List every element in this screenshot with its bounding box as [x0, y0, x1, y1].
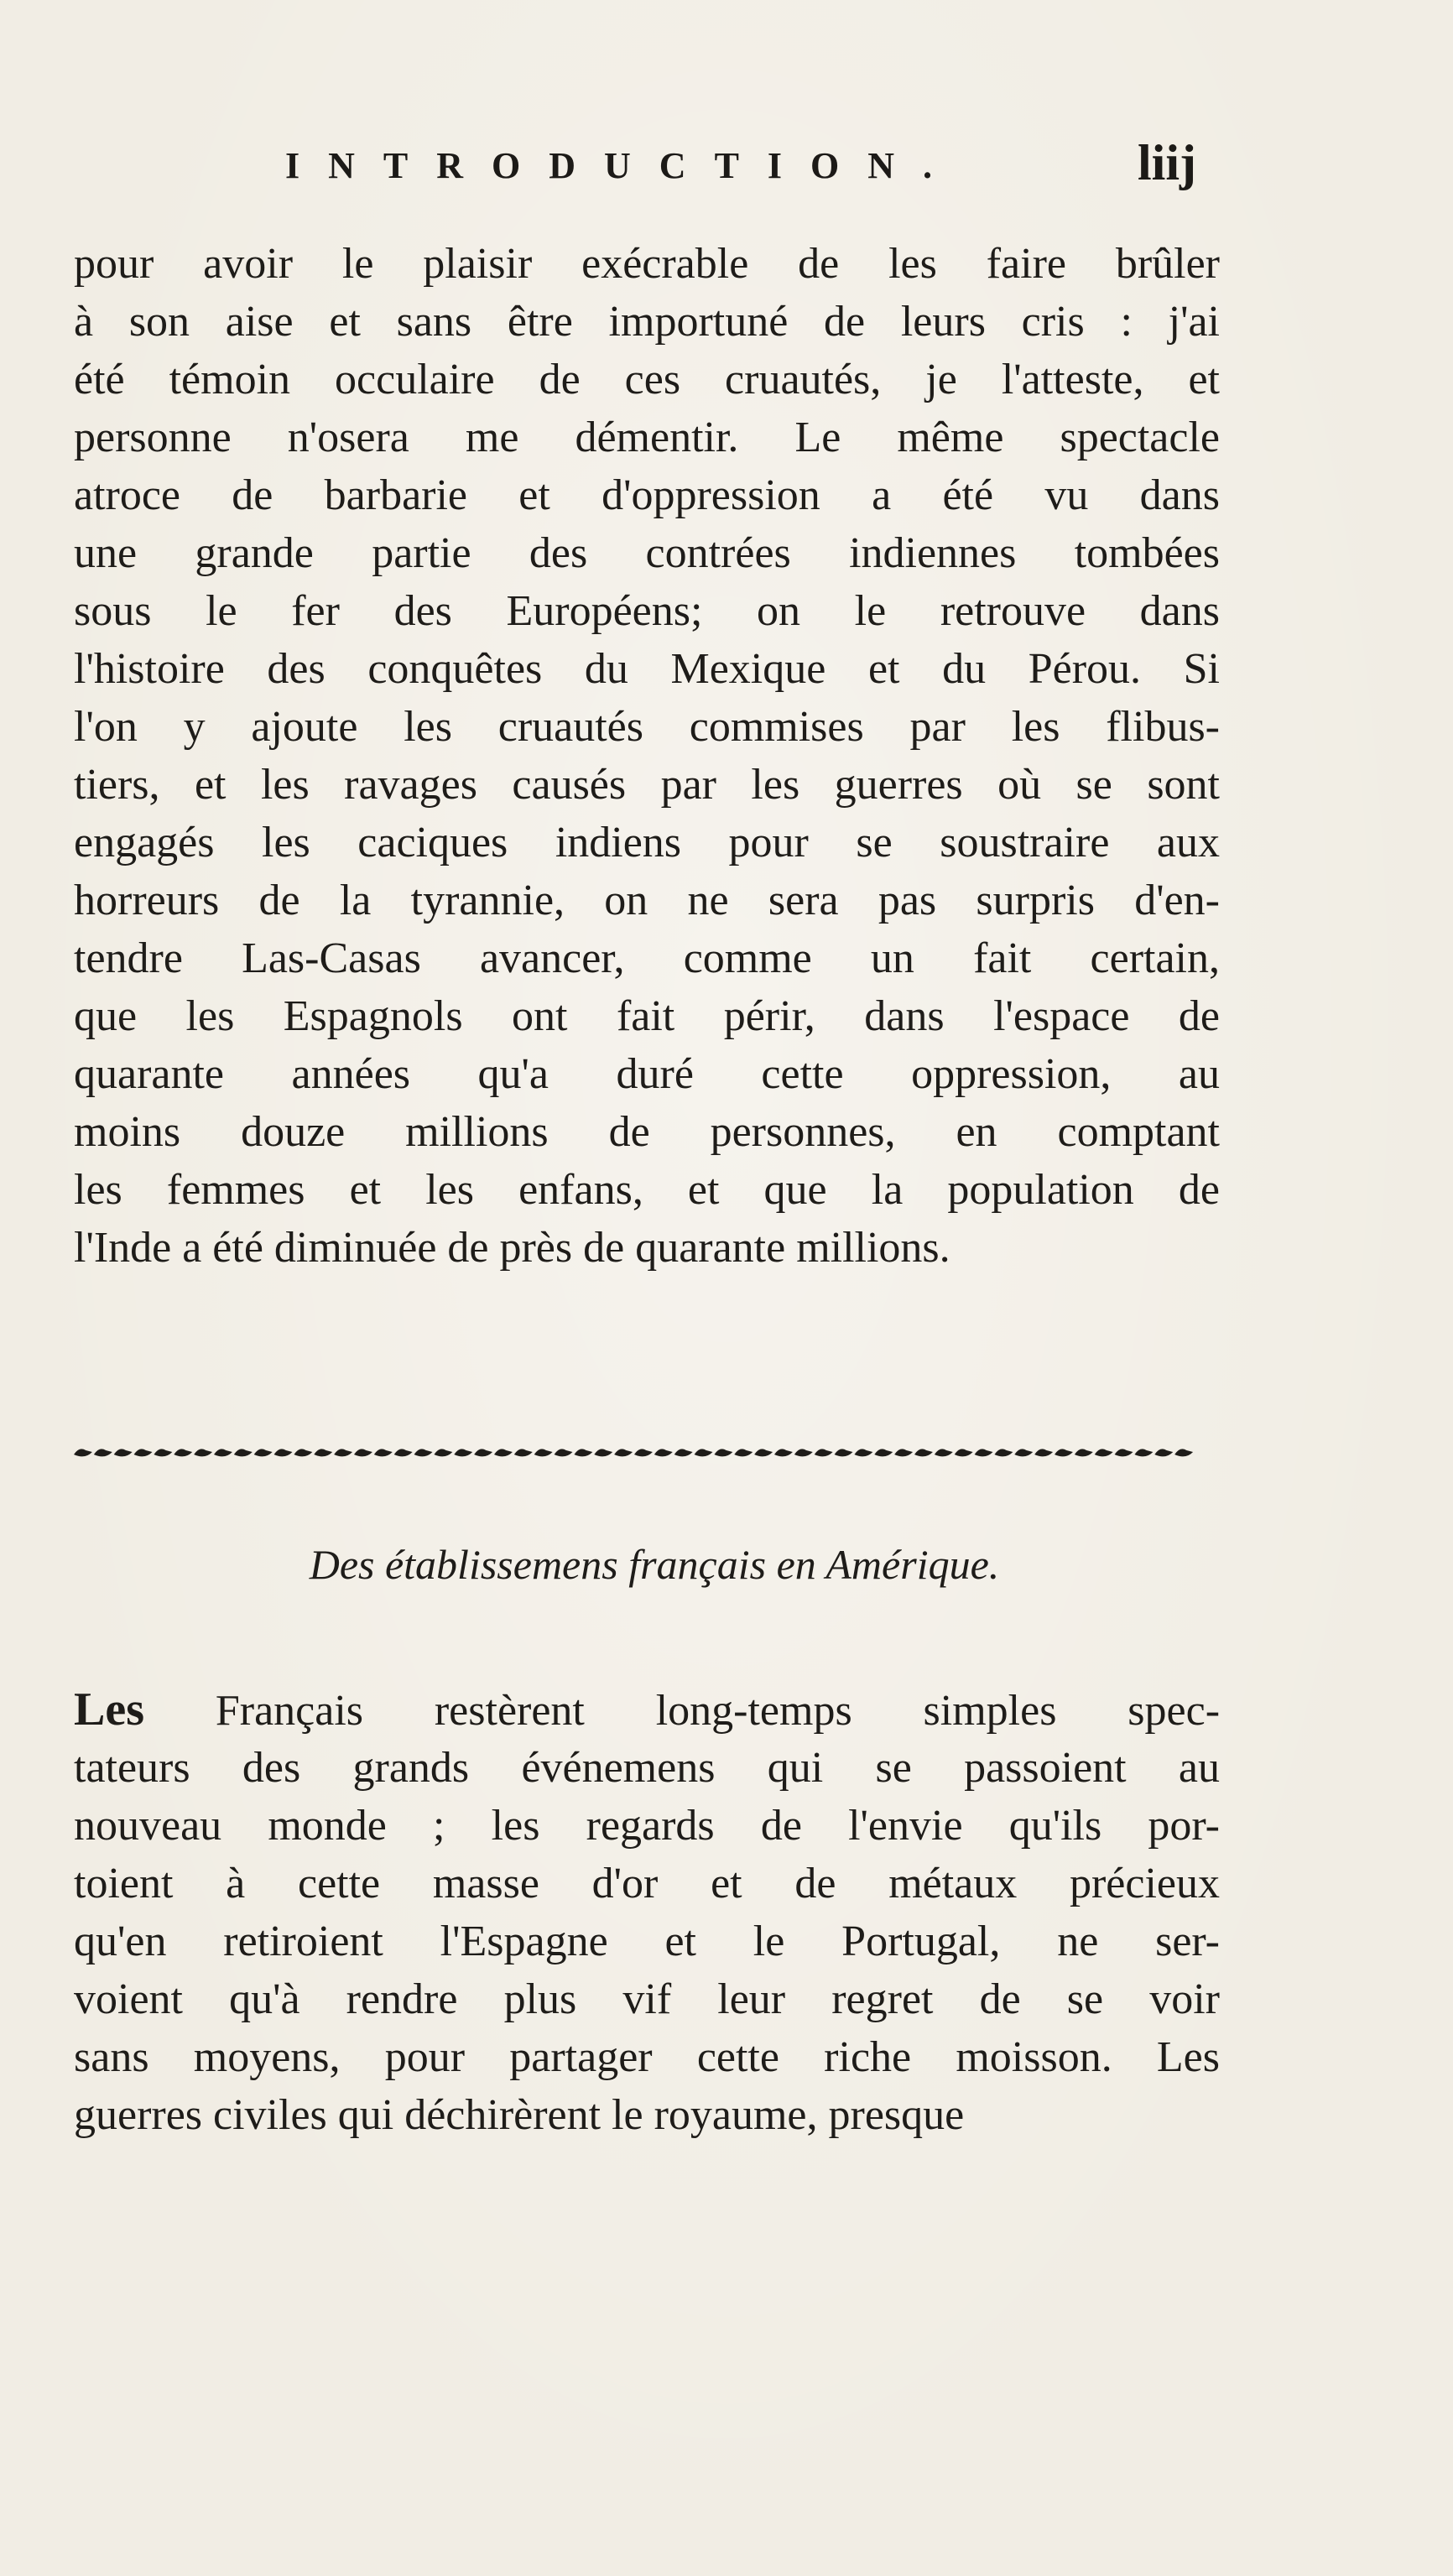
ornament-leaf	[114, 1449, 133, 1456]
ornament-leaf	[1154, 1449, 1173, 1456]
text-line: guerres civiles qui déchirèrent le royaume, presque	[74, 2091, 965, 2139]
lead-word: Les	[74, 1684, 144, 1736]
ornament-leaf	[1095, 1449, 1113, 1456]
running-head: INTRODUCTION.	[285, 145, 961, 186]
text-line: voient qu'à rendre plus vif leur regret de se voir	[74, 1975, 1220, 2023]
ornament-leaf	[654, 1449, 673, 1456]
ornament-leaf	[334, 1449, 352, 1456]
text-line: été témoin occulaire de ces cruautés, je l'atteste, et	[74, 356, 1220, 403]
text-line: quarante années qu'a duré cette oppression, au	[74, 1050, 1220, 1098]
ornament-leaf	[514, 1449, 533, 1456]
ornament-leaf	[854, 1449, 872, 1456]
text-line: pour avoir le plaisir exécrable de les faire brûler	[74, 240, 1220, 288]
ornament-leaf	[1055, 1449, 1073, 1456]
ornament-leaf	[734, 1449, 753, 1456]
text-line: l'on y ajoute les cruautés commises par les flibus-	[74, 703, 1220, 751]
ornament-leaf	[274, 1449, 293, 1456]
paragraph-two	[74, 1681, 1220, 2144]
ornament-leaf	[214, 1449, 232, 1456]
text-line: l'Inde a été diminuée de près de quarante millions.	[74, 1224, 950, 1272]
ornament-leaf	[234, 1449, 253, 1456]
section-title: Des établissemens français en Amérique.	[309, 1541, 1000, 1588]
ornament-leaf	[134, 1449, 153, 1456]
ornament-leaf	[555, 1449, 573, 1456]
ornament-leaf	[714, 1449, 732, 1456]
ornament-leaf	[674, 1449, 693, 1456]
text-line: horreurs de la tyrannie, on ne sera pas surpris d'en-	[74, 877, 1220, 924]
ornament-leaf	[935, 1449, 953, 1456]
text-line: sous le fer des Européens; on le retrouve dans	[74, 587, 1220, 635]
ornament-leaf	[474, 1449, 492, 1456]
ornament-leaf	[695, 1449, 713, 1456]
ornament-leaf	[414, 1449, 433, 1456]
text-line-first	[74, 1681, 1220, 1739]
text-line: qu'en retiroient l'Espagne et le Portugal, ne ser-	[74, 1918, 1220, 1965]
text-line: sans moyens, pour partager cette riche moisson. Les	[74, 2033, 1220, 2081]
ornament-leaf	[154, 1449, 172, 1456]
text-line: tateurs des grands événemens qui se passoient au	[74, 1744, 1220, 1792]
ornament-leaf	[254, 1449, 273, 1456]
text-line: personne n'osera me démentir. Le même spectacle	[74, 414, 1220, 461]
ornament-leaf	[454, 1449, 472, 1456]
text-line: toient à cette masse d'or et de métaux précieux	[74, 1860, 1220, 1907]
ornament-leaf	[994, 1449, 1013, 1456]
ornament-leaf	[174, 1449, 192, 1456]
ornament-leaf	[774, 1449, 793, 1456]
text-line: atroce de barbarie et d'oppression a été vu dans	[74, 471, 1220, 519]
ornamental-rule	[74, 1441, 1195, 1466]
ornament-leaf	[1174, 1449, 1193, 1456]
ornament-leaf	[1034, 1449, 1053, 1456]
ornament-leaf	[835, 1449, 853, 1456]
text-line: l'histoire des conquêtes du Mexique et du Pérou. Si	[74, 645, 1220, 693]
ornament-leaf	[914, 1449, 933, 1456]
ornament-leaf	[975, 1449, 993, 1456]
ornament-leaf	[874, 1449, 893, 1456]
text-line: engagés les caciques indiens pour se soustraire aux	[74, 819, 1220, 866]
ornament-leaf	[194, 1449, 212, 1456]
ornament-leaf	[894, 1449, 913, 1456]
ornament-leaf	[1134, 1449, 1153, 1456]
ornament-leaf	[794, 1449, 813, 1456]
ornament-leaf	[815, 1449, 833, 1456]
page-number: liij	[1138, 135, 1196, 190]
ornament-leaf	[74, 1449, 92, 1456]
ornament-leaf	[494, 1449, 513, 1456]
ornament-leaf	[1075, 1449, 1093, 1456]
paragraph-one	[74, 235, 1220, 1277]
text-line: les femmes et les enfans, et que la population de	[74, 1166, 1220, 1214]
ornament-leaf	[594, 1449, 612, 1456]
ornament-leaf	[614, 1449, 633, 1456]
text-line: nouveau monde ; les regards de l'envie qu'ils por-	[74, 1802, 1220, 1850]
ornament-leaf	[754, 1449, 773, 1456]
text-line: que les Espagnols ont fait périr, dans l'espace de	[74, 992, 1220, 1040]
ornament-leaf	[314, 1449, 332, 1456]
text-line: moins douze millions de personnes, en comptant	[74, 1108, 1220, 1156]
ornament-leaf	[574, 1449, 592, 1456]
ornament-leaf	[955, 1449, 973, 1456]
text-line: une grande partie des contrées indiennes tombées	[74, 529, 1220, 577]
ornament-leaf	[1014, 1449, 1033, 1456]
ornament-leaf	[534, 1449, 553, 1456]
ornament-leaf	[434, 1449, 452, 1456]
ornament-leaf	[374, 1449, 393, 1456]
text-line: tiers, et les ravages causés par les guerres où se sont	[74, 761, 1220, 809]
first-line-rest: Français restèrent long-temps simples spec-	[215, 1687, 1221, 1735]
text-line: tendre Las-Casas avancer, comme un fait certain,	[74, 934, 1220, 982]
ornament-leaf	[394, 1449, 413, 1456]
ornament-leaf	[1115, 1449, 1133, 1456]
ornament-leaf	[634, 1449, 653, 1456]
ornament-leaf	[354, 1449, 372, 1456]
text-line: à son aise et sans être importuné de leurs cris : j'ai	[74, 298, 1220, 346]
ornament-leaf	[94, 1449, 112, 1456]
ornament-leaf	[294, 1449, 312, 1456]
